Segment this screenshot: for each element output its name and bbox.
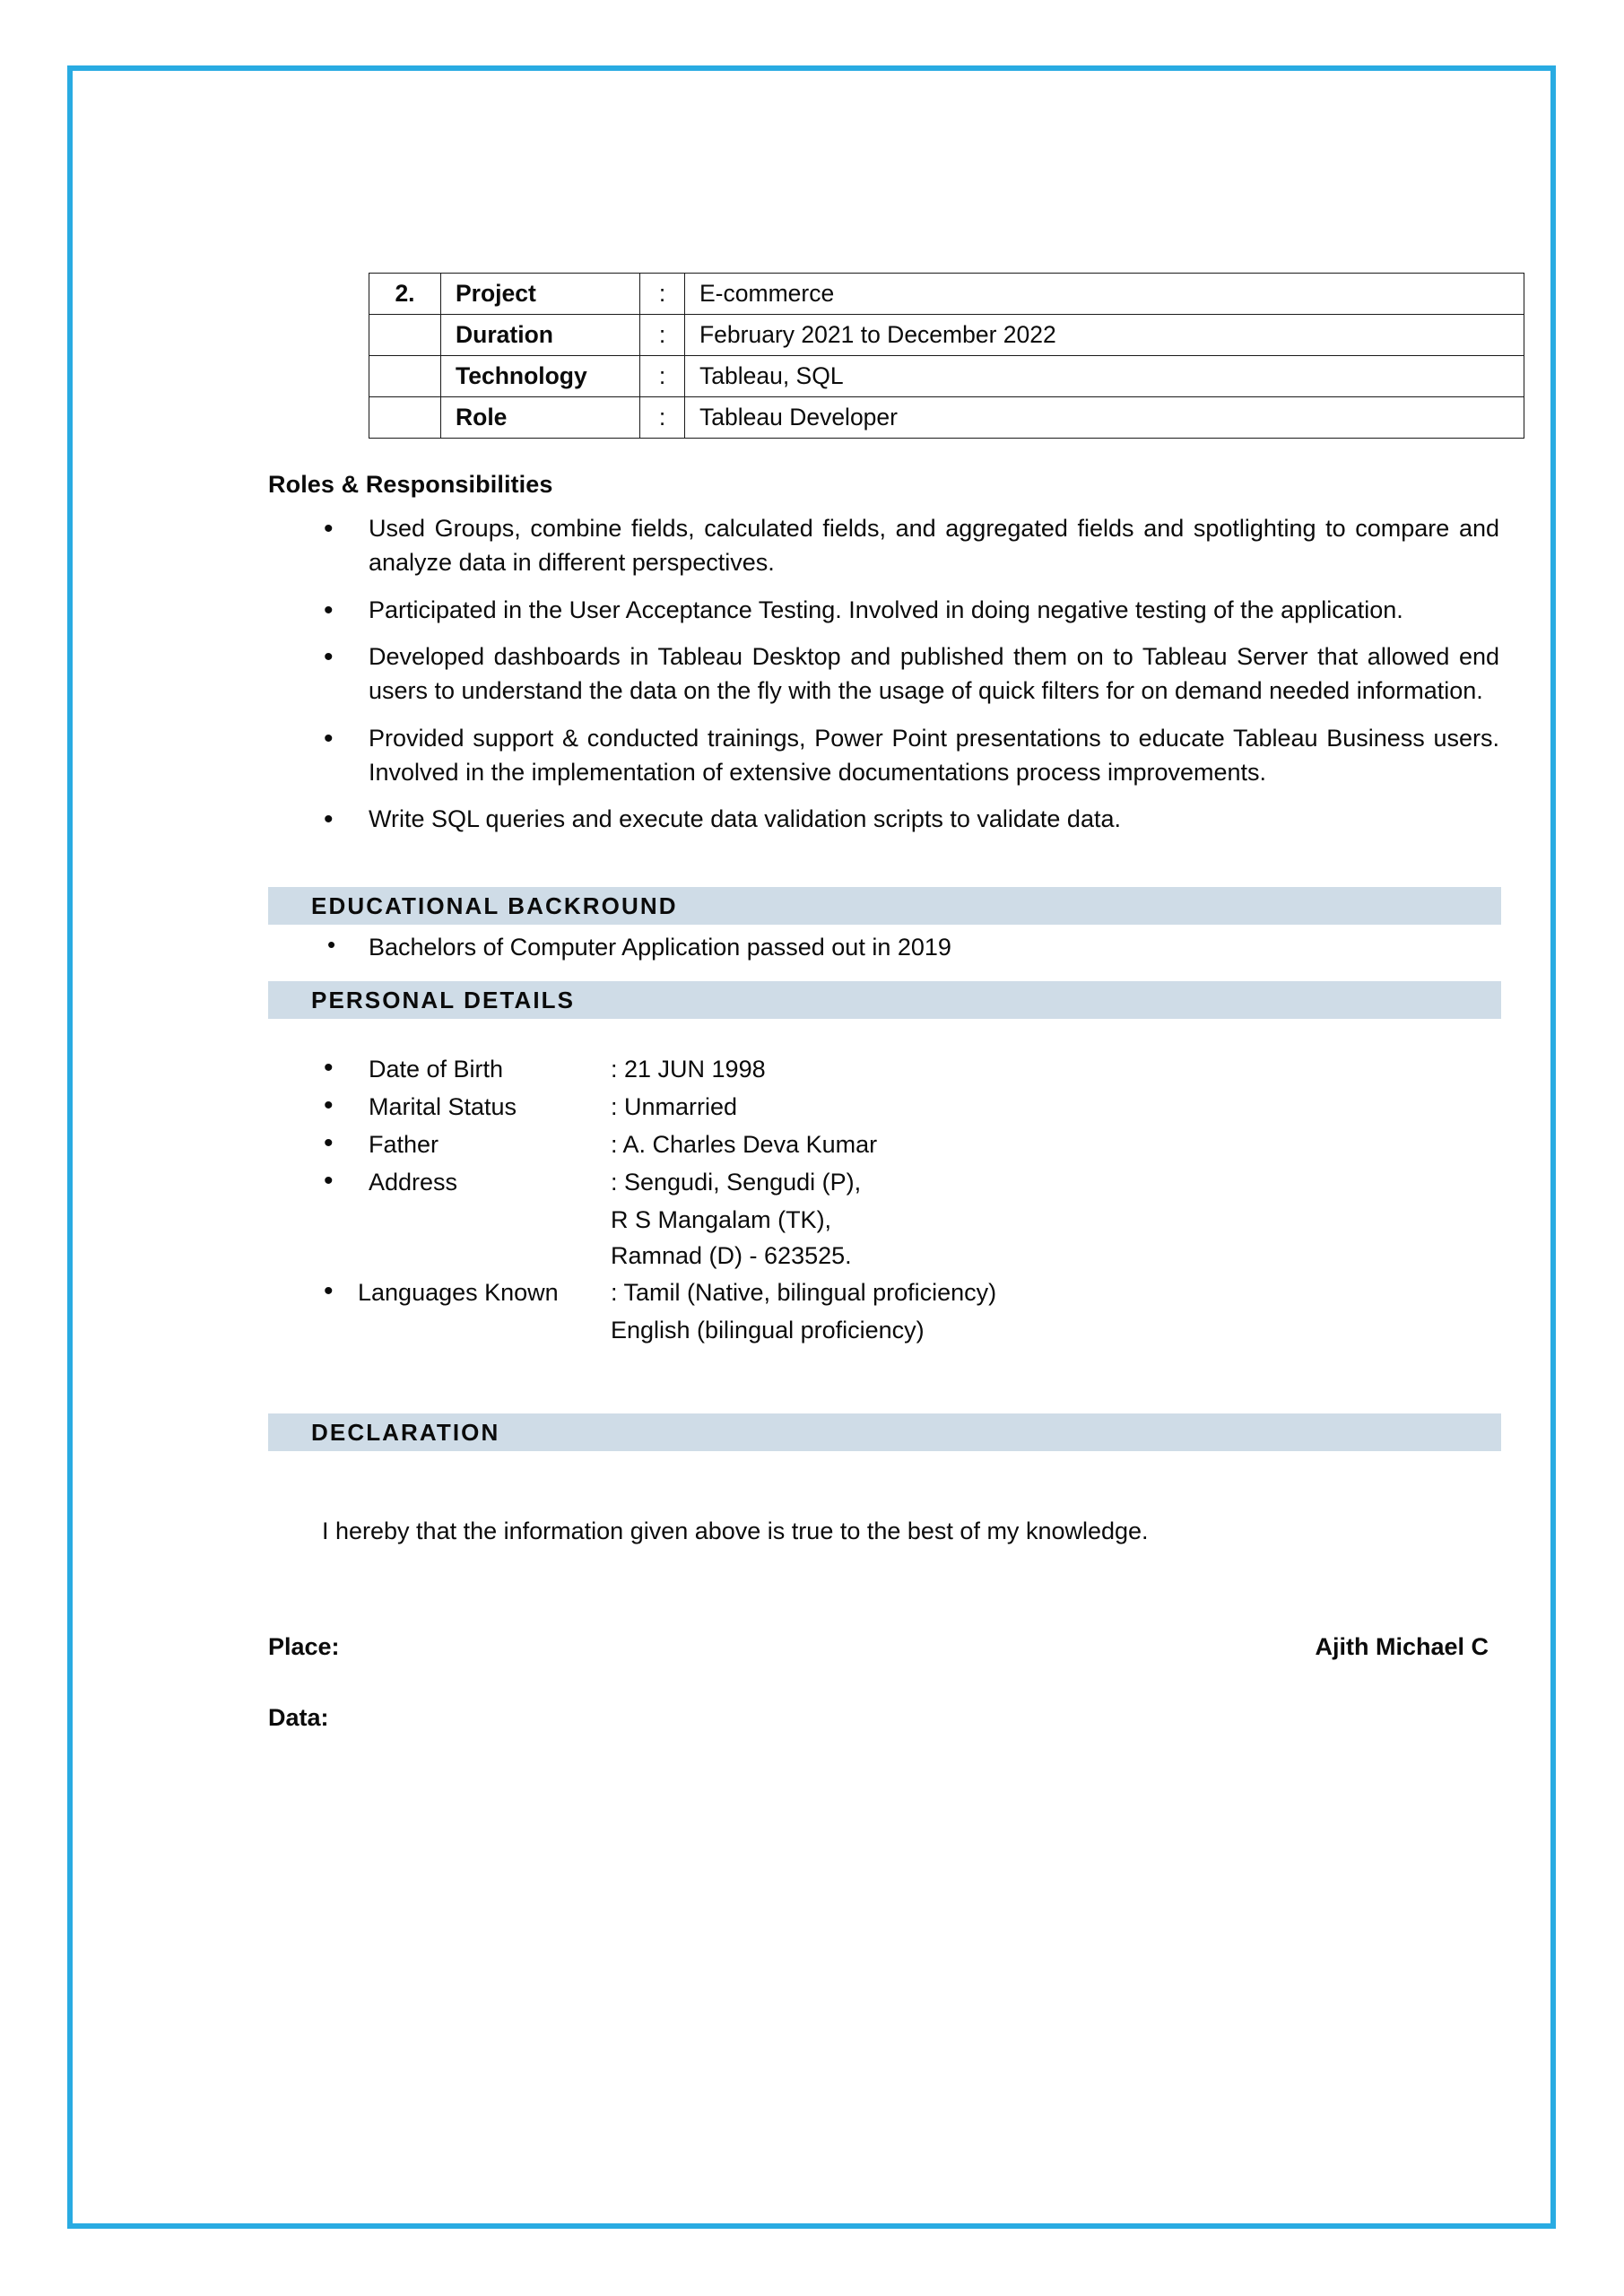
languages-known-value-line2: English (bilingual proficiency) [611, 1316, 925, 1344]
roles-responsibilities-list [268, 511, 1501, 837]
footer-date-row [268, 1704, 1501, 1732]
project-row-value: E-commerce [685, 274, 1524, 315]
personal-details-list [268, 1057, 1501, 1344]
date-of-birth-value: : 21 JUN 1998 [611, 1055, 766, 1083]
list-item [268, 1057, 1501, 1083]
table-row [369, 397, 1524, 439]
technology-row-label: Technology [441, 356, 640, 397]
marital-status-label: Marital Status [369, 1092, 517, 1120]
project-row-label: Project [441, 274, 640, 315]
duration-row-label: Duration [441, 315, 640, 356]
education-list [268, 932, 1501, 963]
declaration-band: DECLARATION [268, 1413, 1501, 1451]
place-label: Place: [268, 1632, 340, 1660]
role-row-label: Role [441, 397, 640, 439]
list-item [268, 1132, 1501, 1159]
list-item [268, 1094, 1501, 1121]
page-content [268, 273, 1501, 1732]
date-of-birth-label: Date of Birth [369, 1055, 504, 1083]
date-label: Data: [268, 1703, 329, 1731]
page-border-frame [67, 65, 1556, 2229]
list-item: • Bachelors of Computer Application passed out in 2019 [268, 932, 1501, 963]
personal-details-band: PERSONAL DETAILS [268, 981, 1501, 1019]
father-value: : A. Charles Deva Kumar [611, 1130, 878, 1158]
role-row-number [369, 397, 441, 439]
role-row-colon: : [640, 397, 685, 439]
address-value-line2: R S Mangalam (TK), [611, 1205, 832, 1233]
duration-row-colon: : [640, 315, 685, 356]
list-item: • Developed dashboards in Tableau Desktop and published them on to Tableau Server that allowed end users to understand the data on the fly with the usage of quick filters for on demand needed information. [268, 639, 1501, 709]
languages-known-label: Languages Known [358, 1278, 559, 1306]
list-item: • Participated in the User Acceptance Testing. Involved in doing negative testing of the application. [268, 593, 1501, 627]
table-row [369, 315, 1524, 356]
duration-row-number [369, 315, 441, 356]
list-item [268, 1280, 1501, 1307]
list-item: • Write SQL queries and execute data validation scripts to validate data. [268, 802, 1501, 836]
list-item: • Used Groups, combine fields, calculated fields, and aggregated fields and spotlighting to compare and analyze data in different perspectives. [268, 511, 1501, 580]
table-row [369, 356, 1524, 397]
marital-status-value: : Unmarried [611, 1092, 738, 1120]
list-item [268, 1170, 1501, 1196]
father-label: Father [369, 1130, 439, 1158]
technology-row-colon: : [640, 356, 685, 397]
project-table-body [369, 274, 1524, 439]
technology-row-number [369, 356, 441, 397]
address-value-line1: : Sengudi, Sengudi (P), [611, 1168, 862, 1196]
project-row-colon: : [640, 274, 685, 315]
educational-background-band: EDUCATIONAL BACKROUND [268, 887, 1501, 925]
document-footer [268, 1633, 1501, 1732]
role-row-value: Tableau Developer [685, 397, 1524, 439]
list-item: • Provided support & conducted trainings, Power Point presentations to educate Tableau Business users. Involved in the implementation of extensive documentations process improvements. [268, 721, 1501, 790]
roles-responsibilities-heading: Roles & Responsibilities [268, 471, 553, 498]
languages-known-value: : Tamil (Native, bilingual proficiency) [611, 1278, 997, 1306]
address-label: Address [369, 1168, 458, 1196]
declaration-text: I hereby that the information given above is true to the best of my knowledge. [322, 1517, 1149, 1544]
table-row [369, 274, 1524, 315]
footer-place-row [268, 1633, 1501, 1661]
project-details-table [369, 273, 1524, 439]
project-row-number: 2. [369, 274, 441, 315]
technology-row-value: Tableau, SQL [685, 356, 1524, 397]
duration-row-value: February 2021 to December 2022 [685, 315, 1524, 356]
signature-name: Ajith Michael C [1315, 1632, 1489, 1660]
address-value-line3: Ramnad (D) - 623525. [611, 1242, 852, 1270]
